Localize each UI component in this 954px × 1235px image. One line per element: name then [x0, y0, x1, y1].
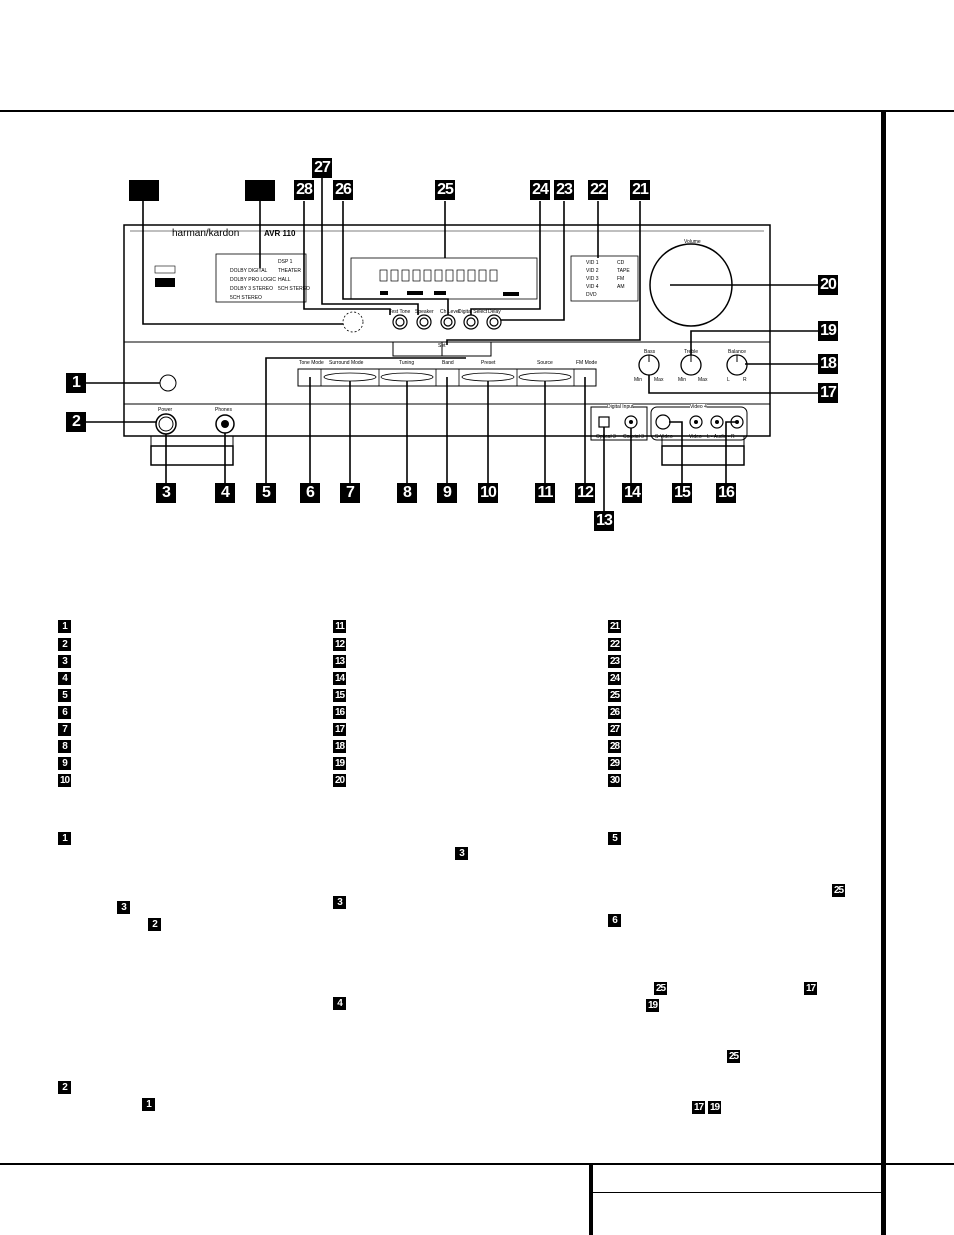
index-3: 3 — [58, 655, 71, 668]
led-dolby-digital: DOLBY DIGITAL — [230, 268, 268, 274]
audio-lr-label: L - Audio - R — [707, 434, 735, 440]
led-vid3: VID 3 — [586, 276, 599, 282]
band-label: Band — [442, 360, 454, 366]
footer-inner-rule — [593, 1192, 881, 1193]
delay-label: Delay — [488, 309, 501, 315]
callout-1: 1 — [66, 373, 86, 393]
index-27: 27 — [609, 724, 620, 735]
brand-logo: harman/kardon — [172, 228, 240, 239]
led-vid2: VID 2 — [586, 268, 599, 274]
led-vid4: VID 4 — [586, 284, 599, 290]
index-12: 12 — [334, 639, 345, 650]
volume-label: Volume — [684, 239, 701, 245]
body-ref-1-inline: 1 — [142, 1098, 155, 1111]
body-ref-4-heading-col2: 4 — [333, 997, 346, 1010]
callout-15: 15 — [672, 483, 692, 503]
index-8: 8 — [58, 740, 71, 753]
callout-20: 20 — [818, 275, 838, 295]
index-10: 10 — [59, 775, 70, 786]
led-hall: HALL — [278, 277, 291, 283]
bass-max-label: Max — [654, 377, 664, 383]
index-30: 30 — [609, 775, 620, 786]
body-ref-17-inline-b: 17 — [693, 1102, 704, 1113]
video-label: Video — [689, 434, 702, 440]
video4-label: Video 4 — [690, 404, 707, 410]
index-23: 23 — [609, 656, 620, 667]
bottom-rule — [0, 1163, 954, 1165]
body-ref-2-heading: 2 — [58, 1081, 71, 1094]
callout-8: 8 — [397, 483, 417, 503]
callout-28: 28 — [294, 180, 314, 200]
balance-label: Balance — [728, 349, 747, 355]
body-ref-25-inline-a: 25 — [833, 885, 844, 896]
index-22: 22 — [609, 639, 620, 650]
tuning-label: Tuning — [399, 360, 415, 366]
callout-16: 16 — [716, 483, 736, 503]
body-ref-3-inline-col2: 3 — [455, 847, 468, 860]
callout-10: 10 — [478, 483, 498, 503]
model-name: AVR 110 — [264, 229, 296, 238]
led-dsp1: DSP 1 — [278, 259, 293, 265]
body-ref-2-inline: 2 — [148, 918, 161, 931]
body-ref-1-heading: 1 — [58, 832, 71, 845]
tone-mode-label: Tone Mode — [299, 360, 324, 366]
body-ref-5-heading-col3: 5 — [608, 832, 621, 845]
footer-divider — [589, 1163, 593, 1235]
index-20: 20 — [334, 775, 345, 786]
led-5ch-stereo: 5CH STEREO — [230, 295, 262, 301]
led-vid1: VID 1 — [586, 260, 599, 266]
coaxial-label: Coaxial 3 — [623, 434, 644, 440]
callout-23: 23 — [554, 180, 574, 200]
callout-3: 3 — [156, 483, 176, 503]
digital-input-label: Digital Input — [607, 404, 634, 410]
speaker-label: Speaker — [415, 309, 434, 315]
index-5: 5 — [58, 689, 71, 702]
optical-label: Optical 3 — [596, 434, 616, 440]
index-18: 18 — [334, 741, 345, 752]
callout-14: 14 — [622, 483, 642, 503]
index-11: 11 — [333, 620, 346, 633]
callout-13: 13 — [594, 511, 614, 531]
callout-4: 4 — [215, 483, 235, 503]
treble-max-label: Max — [698, 377, 708, 383]
callout-7: 7 — [340, 483, 360, 503]
test-tone-label: Test Tone — [389, 309, 411, 315]
phones-label: Phones — [215, 407, 232, 413]
treble-label: Treble — [684, 349, 698, 355]
index-21: 21 — [609, 621, 620, 632]
index-19: 19 — [334, 758, 345, 769]
callout-12: 12 — [575, 483, 595, 503]
callout-21: 21 — [630, 180, 650, 200]
body-ref-25-inline-b: 25 — [655, 983, 666, 994]
index-7: 7 — [58, 723, 71, 736]
callout-26: 26 — [333, 180, 353, 200]
body-ref-3-inline: 3 — [117, 901, 130, 914]
led-5ch-stereo-2: 5CH STEREO — [278, 286, 310, 292]
index-6: 6 — [58, 706, 71, 719]
balance-left-label: L — [727, 377, 730, 383]
bass-label: Bass — [644, 349, 656, 355]
index-25: 25 — [609, 690, 620, 701]
index-13: 13 — [334, 656, 345, 667]
led-theater: THEATER — [278, 268, 301, 274]
led-am: AM — [617, 284, 625, 290]
led-dvd: DVD — [586, 292, 597, 298]
callout-27: 27 — [312, 158, 332, 178]
callout-19: 19 — [818, 321, 838, 341]
led-fm: FM — [617, 276, 625, 282]
callout-18: 18 — [818, 354, 838, 374]
led-cd: CD — [617, 260, 625, 266]
body-ref-19-inline-a: 19 — [647, 1000, 658, 1011]
body-ref-3-heading-col2: 3 — [333, 896, 346, 909]
callout-25: 25 — [435, 180, 455, 200]
bass-min-label: Min — [634, 377, 643, 383]
index-15: 15 — [334, 690, 345, 701]
digital-select-label: Digital Select — [458, 309, 488, 315]
body-ref-25-inline-c: 25 — [728, 1051, 739, 1062]
callout-22: 22 — [588, 180, 608, 200]
index-14: 14 — [334, 673, 345, 684]
fm-mode-label: FM Mode — [576, 360, 598, 366]
callout-17: 17 — [818, 383, 838, 403]
source-label: Source — [537, 360, 553, 366]
index-1: 1 — [58, 620, 71, 633]
index-24: 24 — [609, 673, 620, 684]
index-16: 16 — [334, 707, 345, 718]
index-2: 2 — [58, 638, 71, 651]
set-label: Set — [438, 343, 446, 349]
led-tape: TAPE — [617, 268, 630, 274]
callout-2: 2 — [66, 412, 86, 432]
power-label: Power — [158, 407, 173, 413]
index-9: 9 — [58, 757, 71, 770]
callout-9: 9 — [437, 483, 457, 503]
treble-min-label: Min — [678, 377, 687, 383]
body-ref-6-heading-col3: 6 — [608, 914, 621, 927]
receiver-front-panel — [0, 0, 954, 560]
index-4: 4 — [58, 672, 71, 685]
surround-mode-label: Surround Mode — [329, 360, 364, 366]
callout-11: 11 — [535, 483, 555, 503]
body-ref-19-inline-b: 19 — [709, 1102, 720, 1113]
body-ref-17-inline-a: 17 — [805, 983, 816, 994]
index-28: 28 — [609, 741, 620, 752]
svideo-label: S-Video — [655, 434, 673, 440]
index-29: 29 — [609, 758, 620, 769]
channel-label: Ch Level — [440, 309, 460, 315]
led-dolby-pro-logic: DOLBY PRO LOGIC — [230, 277, 277, 283]
callout-6: 6 — [300, 483, 320, 503]
index-17: 17 — [334, 724, 345, 735]
callout-5: 5 — [256, 483, 276, 503]
balance-right-label: R — [743, 377, 747, 383]
preset-label: Preset — [481, 360, 496, 366]
callout-24: 24 — [530, 180, 550, 200]
index-26: 26 — [609, 707, 620, 718]
led-dolby-3-stereo: DOLBY 3 STEREO — [230, 286, 273, 292]
